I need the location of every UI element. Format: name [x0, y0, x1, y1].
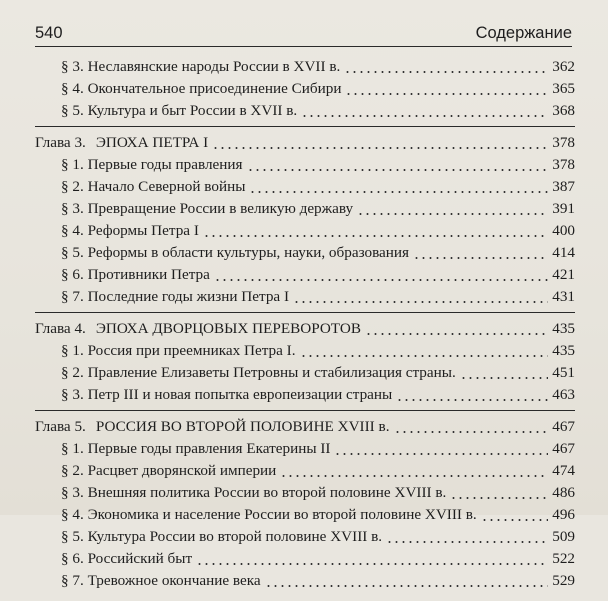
toc-page-number: 414	[552, 244, 575, 261]
dot-leader	[396, 399, 548, 401]
dot-leader	[301, 115, 548, 117]
toc-entry-title: § 6. Российский быт	[61, 550, 193, 567]
toc-page-number: 435	[552, 320, 575, 337]
toc-entry-title: § 1. Первые годы правления Екатерины II	[61, 440, 331, 457]
toc-entry-title: § 6. Противники Петра	[61, 266, 210, 283]
toc-entry-title: § 3. Превращение России в великую державу	[61, 200, 354, 217]
toc-chapter-heading	[35, 320, 363, 337]
toc-section	[35, 318, 575, 411]
toc-section	[35, 416, 575, 596]
toc-paragraph-entry	[35, 548, 575, 570]
toc-paragraph-entry	[35, 504, 575, 526]
toc-paragraph-entry	[35, 264, 575, 286]
dot-leader	[481, 519, 548, 521]
dot-leader	[345, 93, 548, 95]
toc-paragraph-entry	[35, 100, 575, 122]
toc-page-number: 522	[552, 550, 575, 567]
toc-chapter-heading	[35, 134, 210, 151]
dot-leader	[394, 431, 549, 433]
toc-paragraph-entry	[35, 176, 575, 198]
toc-page-number: 368	[552, 102, 575, 119]
page-number: 540	[35, 24, 63, 42]
toc-page-number: 387	[552, 178, 575, 195]
toc-paragraph-entry	[35, 198, 575, 220]
toc-paragraph-entry	[35, 460, 575, 482]
toc-entry-title: § 5. Культура и быт России в XVII в.	[61, 102, 298, 119]
toc-page-number: 486	[552, 484, 575, 501]
toc-entry-title: § 7. Тревожное окончание века	[61, 572, 261, 589]
chapter-label: Глава 3.	[35, 134, 86, 151]
toc-entry-title: § 3. Неславянские народы России в XVII в.	[61, 58, 341, 75]
toc-page-number: 467	[552, 440, 575, 457]
dot-leader	[293, 301, 548, 303]
toc-page-number: 378	[552, 134, 575, 151]
toc-paragraph-entry	[35, 242, 575, 264]
toc-paragraph-entry	[35, 56, 575, 78]
toc-chapter-entry	[35, 318, 575, 340]
toc-paragraph-entry	[35, 482, 575, 504]
dot-leader	[450, 497, 548, 499]
table-of-contents	[35, 56, 575, 601]
toc-page-number: 509	[552, 528, 575, 545]
dot-leader	[214, 279, 548, 281]
chapter-title: ЭПОХА ДВОРЦОВЫХ ПЕРЕВОРОТОВ	[95, 320, 361, 337]
toc-paragraph-entry	[35, 384, 575, 406]
chapter-label: Глава 5.	[35, 418, 86, 435]
dot-leader	[265, 585, 549, 587]
toc-page-number: 463	[552, 386, 575, 403]
toc-entry-title: § 1. Россия при преемниках Петра I.	[61, 342, 296, 359]
toc-page-number: 365	[552, 80, 575, 97]
toc-paragraph-entry	[35, 78, 575, 100]
chapter-label: Глава 4.	[35, 320, 86, 337]
dot-leader	[460, 377, 548, 379]
toc-page-number: 435	[552, 342, 575, 359]
toc-section	[35, 132, 575, 313]
dot-leader	[334, 453, 548, 455]
dot-leader	[365, 333, 548, 335]
toc-paragraph-entry	[35, 154, 575, 176]
toc-page-number: 467	[552, 418, 575, 435]
toc-entry-title: § 5. Культура России во второй половине XVIII в.	[61, 528, 383, 545]
toc-paragraph-entry	[35, 526, 575, 548]
toc-entry-title: § 3. Внешняя политика России во второй половине XVIII в.	[61, 484, 447, 501]
dot-leader	[249, 191, 548, 193]
toc-page-number: 400	[552, 222, 575, 239]
toc-entry-title: § 5. Реформы в области культуры, науки, образования	[61, 244, 410, 261]
dot-leader	[212, 147, 548, 149]
toc-page-number: 451	[552, 364, 575, 381]
dot-leader	[203, 235, 548, 237]
dot-leader	[344, 71, 548, 73]
toc-entry-title: § 1. Первые годы правления	[61, 156, 243, 173]
dot-leader	[413, 257, 548, 259]
running-title: Содержание	[475, 24, 572, 42]
dot-leader	[386, 541, 548, 543]
toc-section	[35, 56, 575, 127]
toc-page-number: 391	[552, 200, 575, 217]
dot-leader	[280, 475, 548, 477]
toc-chapter-entry	[35, 132, 575, 154]
toc-page-number: 496	[552, 506, 575, 523]
toc-paragraph-entry	[35, 220, 575, 242]
toc-entry-title: § 4. Окончательное присоединение Сибири	[61, 80, 342, 97]
toc-paragraph-entry	[35, 340, 575, 362]
toc-entry-title: § 2. Начало Северной войны	[61, 178, 246, 195]
toc-page-number: 421	[552, 266, 575, 283]
chapter-title: РОССИЯ ВО ВТОРОЙ ПОЛОВИНЕ XVIII в.	[95, 418, 390, 435]
toc-page-number: 431	[552, 288, 575, 305]
chapter-title: ЭПОХА ПЕТРА I	[95, 134, 209, 151]
toc-entry-title: § 3. Петр III и новая попытка европеизации страны	[61, 386, 393, 403]
toc-entry-title: § 4. Реформы Петра I	[61, 222, 199, 239]
toc-paragraph-entry	[35, 362, 575, 384]
dot-leader	[357, 213, 548, 215]
dot-leader	[247, 169, 549, 171]
toc-page-number: 529	[552, 572, 575, 589]
toc-page-number: 362	[552, 58, 575, 75]
toc-entry-title: § 4. Экономика и население России во второй половине XVIII в.	[61, 506, 477, 523]
toc-chapter-entry	[35, 416, 575, 438]
dot-leader	[300, 355, 549, 357]
dot-leader	[196, 563, 548, 565]
toc-entry-title: § 2. Правление Елизаветы Петровны и стабилизация страны.	[61, 364, 456, 381]
toc-entry-title: § 2. Расцвет дворянской империи	[61, 462, 277, 479]
toc-entry-title: § 7. Последние годы жизни Петра I	[61, 288, 290, 305]
toc-chapter-heading	[35, 418, 392, 435]
toc-paragraph-entry	[35, 286, 575, 308]
page-header	[35, 20, 572, 47]
toc-paragraph-entry	[35, 438, 575, 460]
toc-page-number: 474	[552, 462, 575, 479]
toc-page-number: 378	[552, 156, 575, 173]
toc-paragraph-entry	[35, 570, 575, 592]
